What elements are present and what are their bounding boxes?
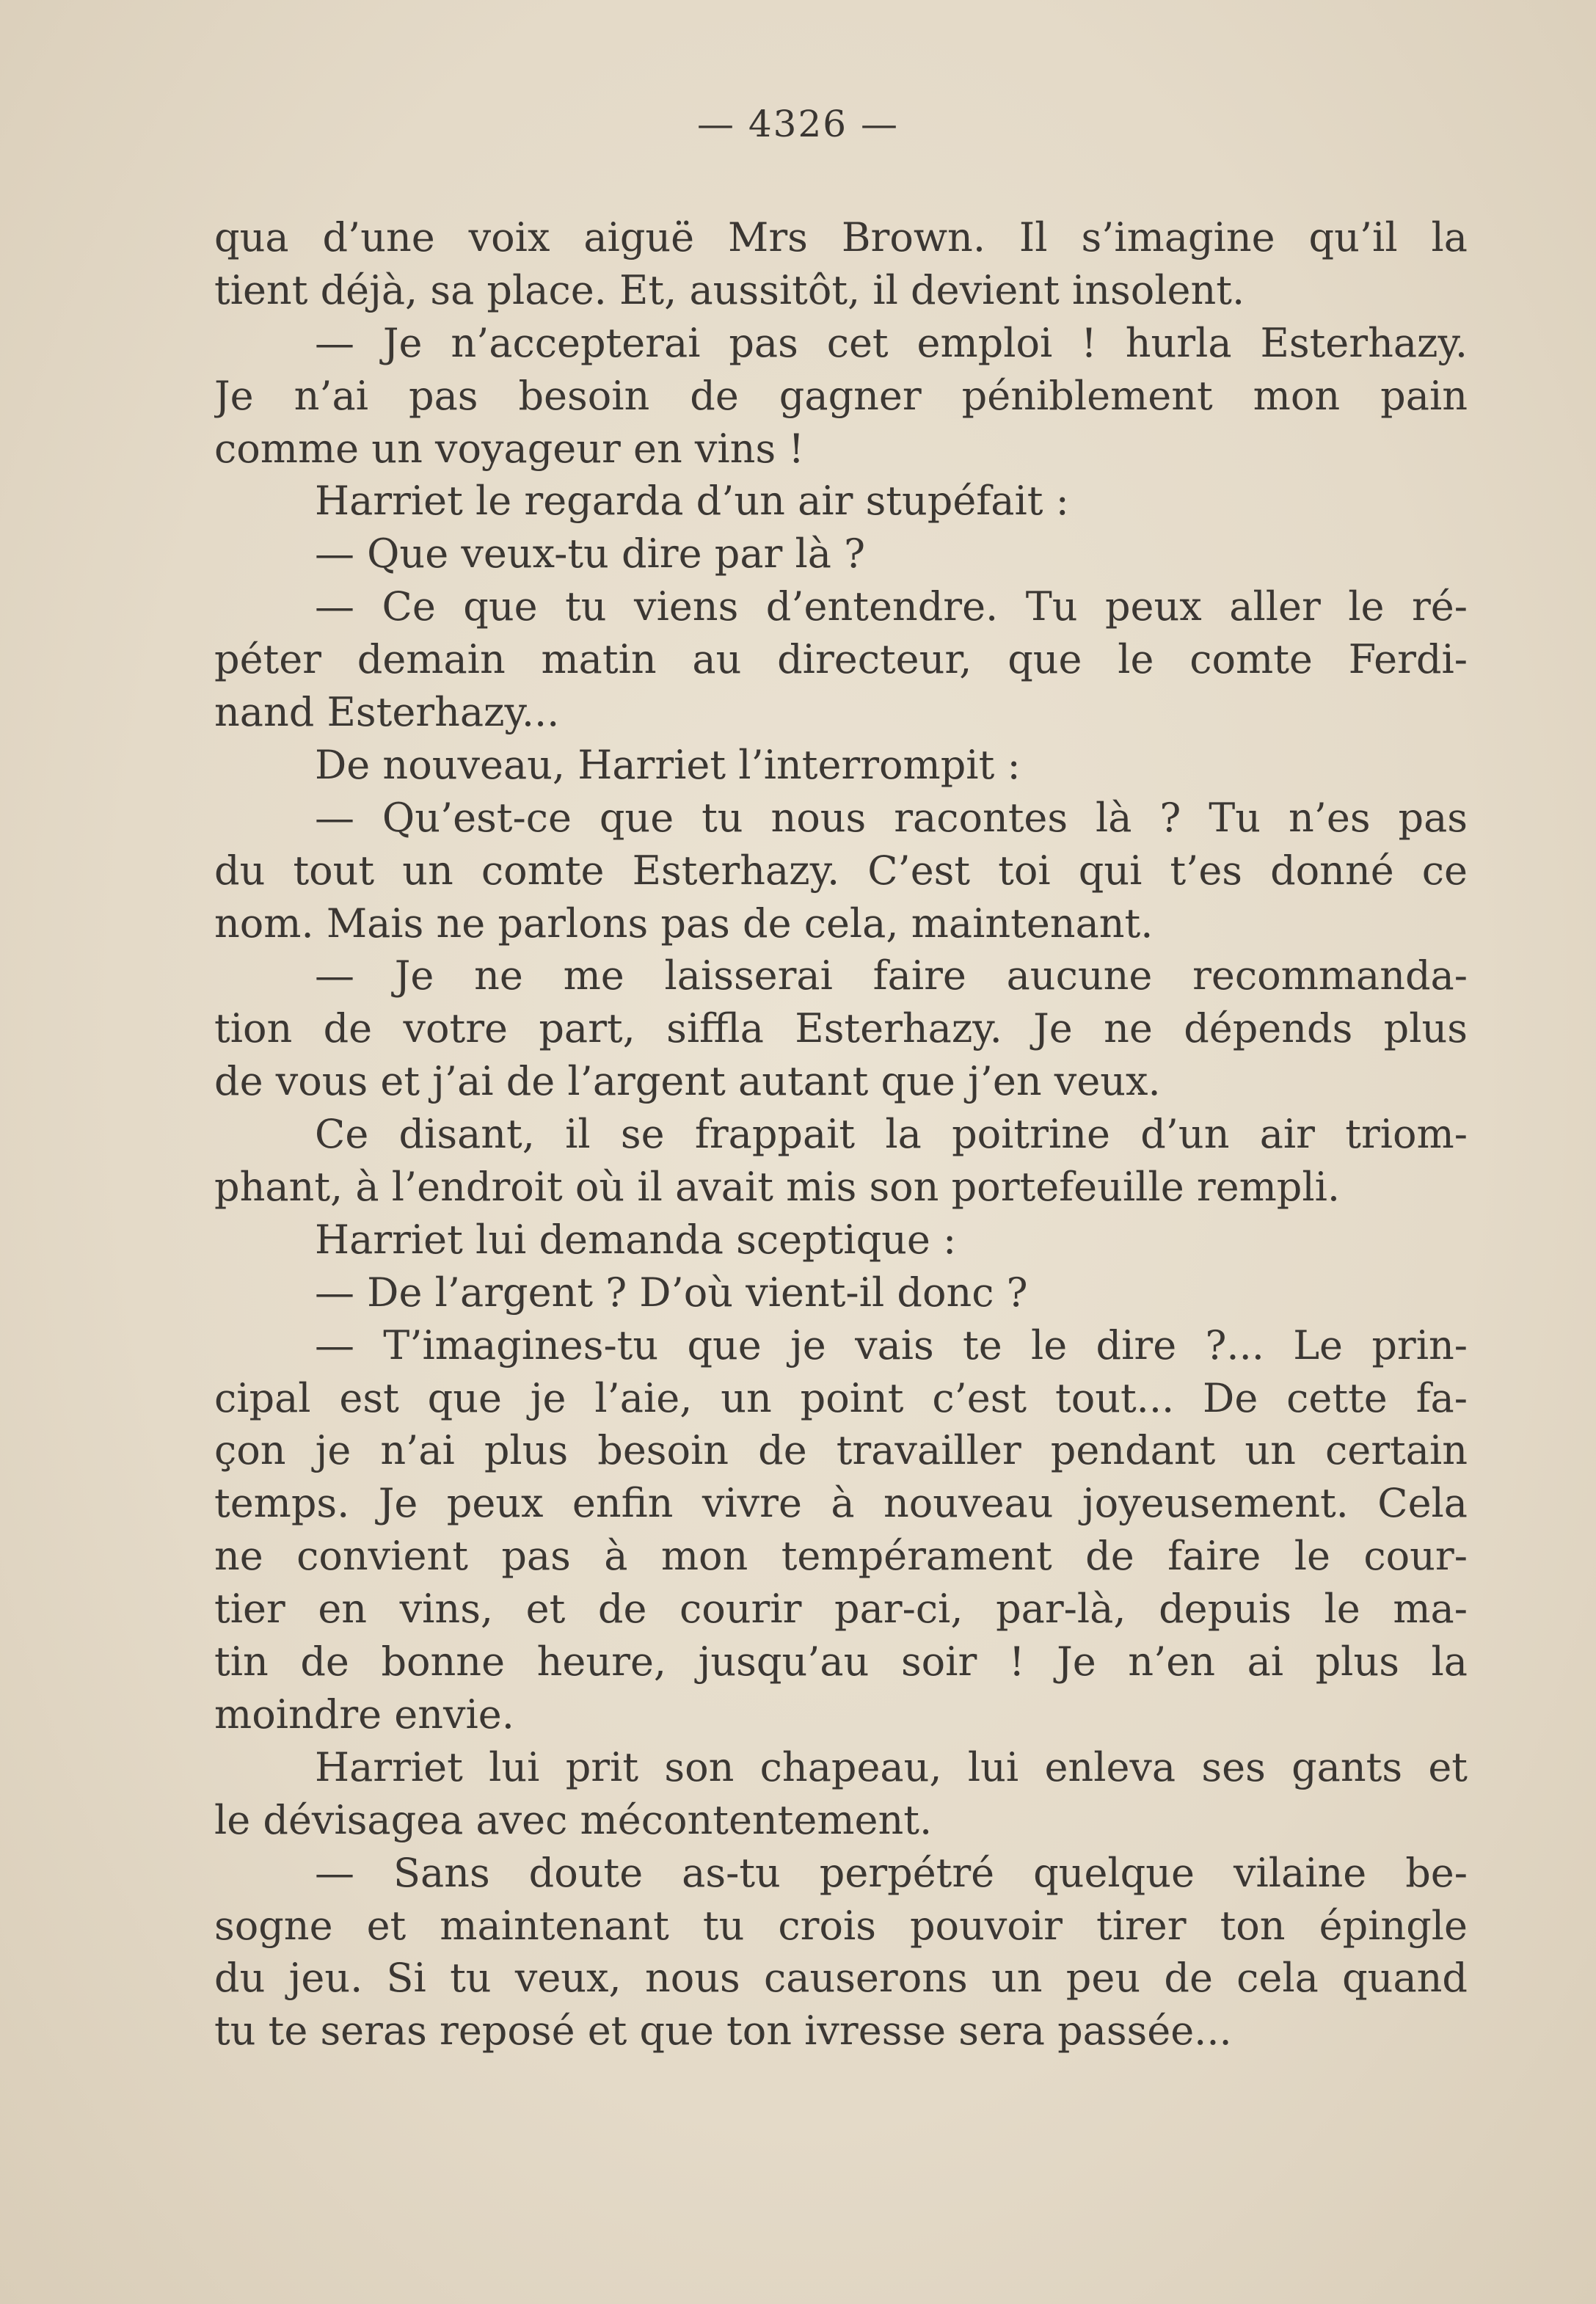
text-line: — T’imagines-tu que je vais te le dire ?... Le prin- [315, 1321, 1468, 1368]
body-text [214, 211, 1468, 2057]
text-line: de vous et j’ai de l’argent autant que j’en veux. [214, 1058, 1161, 1105]
text-line: tu te seras reposé et que ton ivresse sera passée... [214, 2008, 1232, 2055]
text-line: Je n’ai pas besoin de gagner péniblement mon pain [214, 372, 1468, 419]
text-line: le dévisagea avec mécontentement. [214, 1796, 933, 1843]
text-line: — Que veux-tu dire par là ? [315, 531, 866, 577]
text-line: phant, à l’endroit où il avait mis son portefeuille rempli. [214, 1164, 1341, 1211]
text-line: temps. Je peux enfin vivre à nouveau joyeusement. Cela [214, 1480, 1468, 1527]
text-line: — De l’argent ? D’où vient-il donc ? [315, 1269, 1028, 1316]
text-line: ne convient pas à mon tempérament de faire le cour- [214, 1533, 1468, 1580]
text-line: tier en vins, et de courir par-ci, par-là, depuis le ma- [214, 1586, 1468, 1633]
text-line: çon je n’ai plus besoin de travailler pendant un certain [214, 1427, 1468, 1474]
text-line: moindre envie. [214, 1691, 514, 1738]
text-line: cipal est que je l’aie, un point c’est tout... De cette fa- [214, 1374, 1468, 1421]
page-number: — 4326 — [696, 103, 900, 145]
text-line: — Ce que tu viens d’entendre. Tu peux aller le ré- [315, 583, 1468, 630]
text-line: comme un voyageur en vins ! [214, 425, 805, 472]
text-line: sogne et maintenant tu crois pouvoir tirer ton épingle [214, 1902, 1468, 1949]
text-line: péter demain matin au directeur, que le comte Ferdi- [214, 636, 1468, 683]
text-line: nom. Mais ne parlons pas de cela, maintenant. [214, 900, 1154, 947]
text-line: du tout un comte Esterhazy. C’est toi qui t’es donné ce [214, 847, 1468, 894]
text-line: Harriet lui demanda sceptique : [315, 1216, 957, 1263]
text-line: De nouveau, Harriet l’interrompit : [315, 741, 1021, 788]
text-line: nand Esterhazy... [214, 689, 560, 736]
text-line: — Sans doute as-tu perpétré quelque vilaine be- [315, 1849, 1468, 1896]
text-line: — Je ne me laisserai faire aucune recommanda- [315, 952, 1468, 999]
text-line: tin de bonne heure, jusqu’au soir ! Je n’en ai plus la [214, 1638, 1468, 1685]
text-line: — Qu’est-ce que tu nous racontes là ? Tu n’es pas [315, 794, 1468, 841]
text-line: Harriet le regarda d’un air stupéfait : [315, 478, 1069, 525]
text-line: tion de votre part, siffla Esterhazy. Je ne dépends plus [214, 1005, 1468, 1052]
text-line: Ce disant, il se frappait la poitrine d’un air triom- [315, 1111, 1468, 1158]
text-line: du jeu. Si tu veux, nous causerons un peu de cela quand [214, 1955, 1468, 2002]
text-line: Harriet lui prit son chapeau, lui enleva ses gants et [315, 1743, 1468, 1790]
text-line: tient déjà, sa place. Et, aussitôt, il devient insolent. [214, 266, 1245, 313]
text-line: — Je n’accepterai pas cet emploi ! hurla Esterhazy. [315, 319, 1468, 366]
text-line: qua d’une voix aiguë Mrs Brown. Il s’imagine qu’il la [214, 214, 1468, 260]
